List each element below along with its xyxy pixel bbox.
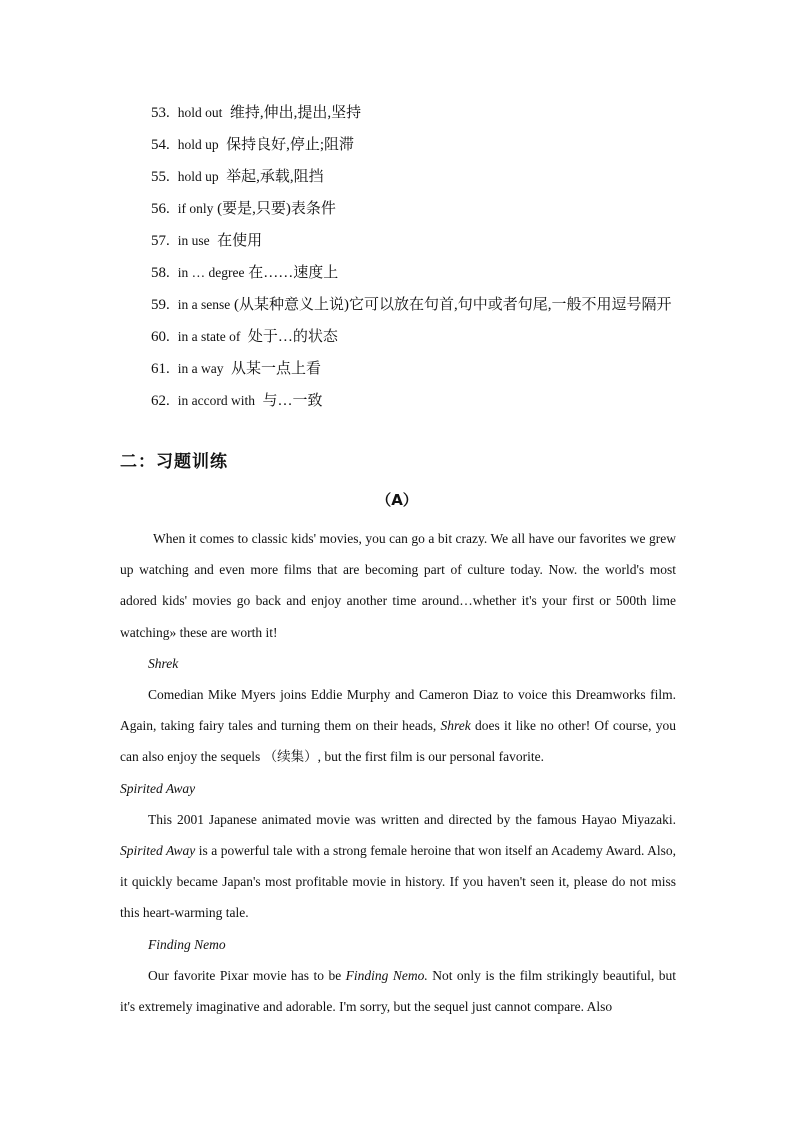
vocab-number: 58. [151, 265, 170, 281]
spirited-away-paragraph [120, 804, 676, 929]
nemo-text-2: Not only is the film strikingly beautiful, but it's extremely imaginative and adorable. I'm sorry, but the sequel just cannot compare. Also [120, 967, 676, 1015]
intro-paragraph: When it comes to classic kids' movies, you can go a bit crazy. We all have our favorites we grew up watching and even more films that are becoming part of culture today. Now. the world's most adored kids' movies go back and enjoy another time around…whether it's your first or 500th lime watching» these are worth it! [120, 531, 676, 640]
finding-nemo-paragraph [120, 960, 676, 1022]
movie-heading-spirited-away: Spirited Away [120, 780, 196, 796]
nemo-title-inline: Finding Nemo. [345, 967, 428, 983]
vocab-item [120, 193, 680, 225]
vocab-meaning: 从某一点上看 [230, 361, 321, 377]
vocab-phrase: if only [177, 201, 214, 216]
vocab-item [120, 129, 680, 161]
vocab-phrase: in … degree [177, 265, 245, 280]
vocab-number: 56. [151, 201, 170, 217]
vocab-phrase: hold out [177, 105, 223, 120]
vocab-number: 59. [151, 297, 170, 313]
vocab-number: 54. [151, 137, 170, 153]
vocab-meaning: (要是,只要)表条件 [217, 201, 336, 217]
vocab-item [120, 257, 680, 289]
vocab-phrase: in a way [177, 361, 224, 376]
vocab-meaning: 在……速度上 [248, 265, 339, 281]
vocab-phrase: hold up [177, 169, 219, 184]
spirited-text-1: This 2001 Japanese animated movie was written and directed by the famous Hayao Miyazaki. [148, 811, 676, 827]
vocab-number: 55. [151, 169, 170, 185]
vocab-phrase: hold up [177, 137, 219, 152]
section-title: 二：习题训练 [120, 452, 228, 472]
shrek-text-1: Comedian Mike Myers joins Eddie Murphy and Cameron Diaz to voice this Dreamworks film. Again, taking fairy tales and turning them on their heads, [120, 687, 676, 734]
vocab-item [120, 289, 680, 321]
vocab-meaning: 与…一致 [262, 393, 323, 409]
nemo-text-1: Our favorite Pixar movie has to be [148, 967, 346, 983]
vocab-phrase: in a state of [177, 329, 241, 344]
vocab-meaning: 维持,伸出,提出,坚持 [229, 105, 362, 121]
vocab-item [120, 97, 680, 129]
spirited-text-2: is a powerful tale with a strong female heroine that won itself an Academy Award. Also, it quickly became Japan's most profitable movie in history. If you haven't seen it, please do not miss this heart-warming tale. [120, 843, 676, 921]
vocab-meaning: 在使用 [217, 233, 263, 249]
shrek-paragraph [120, 679, 676, 773]
vocab-number: 57. [151, 233, 170, 249]
vocabulary-list [120, 97, 680, 417]
vocab-number: 61. [151, 361, 170, 377]
vocab-item [120, 321, 680, 353]
vocab-phrase: in accord with [177, 393, 255, 408]
vocab-meaning: 保持良好,停止;阻滞 [226, 137, 355, 153]
vocab-item [120, 353, 680, 385]
vocab-item [120, 161, 680, 193]
vocab-meaning: 处于…的状态 [247, 329, 338, 345]
vocab-meaning: 举起,承载,阻挡 [226, 169, 324, 185]
reading-passage [120, 523, 676, 1022]
vocab-item [120, 385, 680, 417]
movie-heading-finding-nemo: Finding Nemo [148, 936, 226, 952]
passage-label: （A） [376, 491, 418, 509]
vocab-phrase: in use [177, 233, 210, 248]
vocab-number: 60. [151, 329, 170, 345]
shrek-title-inline: Shrek [440, 718, 471, 734]
vocab-number: 53. [151, 105, 170, 121]
vocab-meaning: (从某种意义上说)它可以放在句首,句中或者句尾,一般不用逗号隔开 [233, 297, 672, 313]
movie-heading-shrek: Shrek [148, 655, 179, 671]
shrek-text-2: does it like no other! Of course, you can also enjoy the sequels （续集）, but the first film is our personal favorite. [120, 718, 676, 765]
spirited-title-inline: Spirited Away [120, 843, 196, 859]
vocab-phrase: in a sense [177, 297, 231, 312]
vocab-number: 62. [151, 393, 170, 409]
vocab-item [120, 225, 680, 257]
